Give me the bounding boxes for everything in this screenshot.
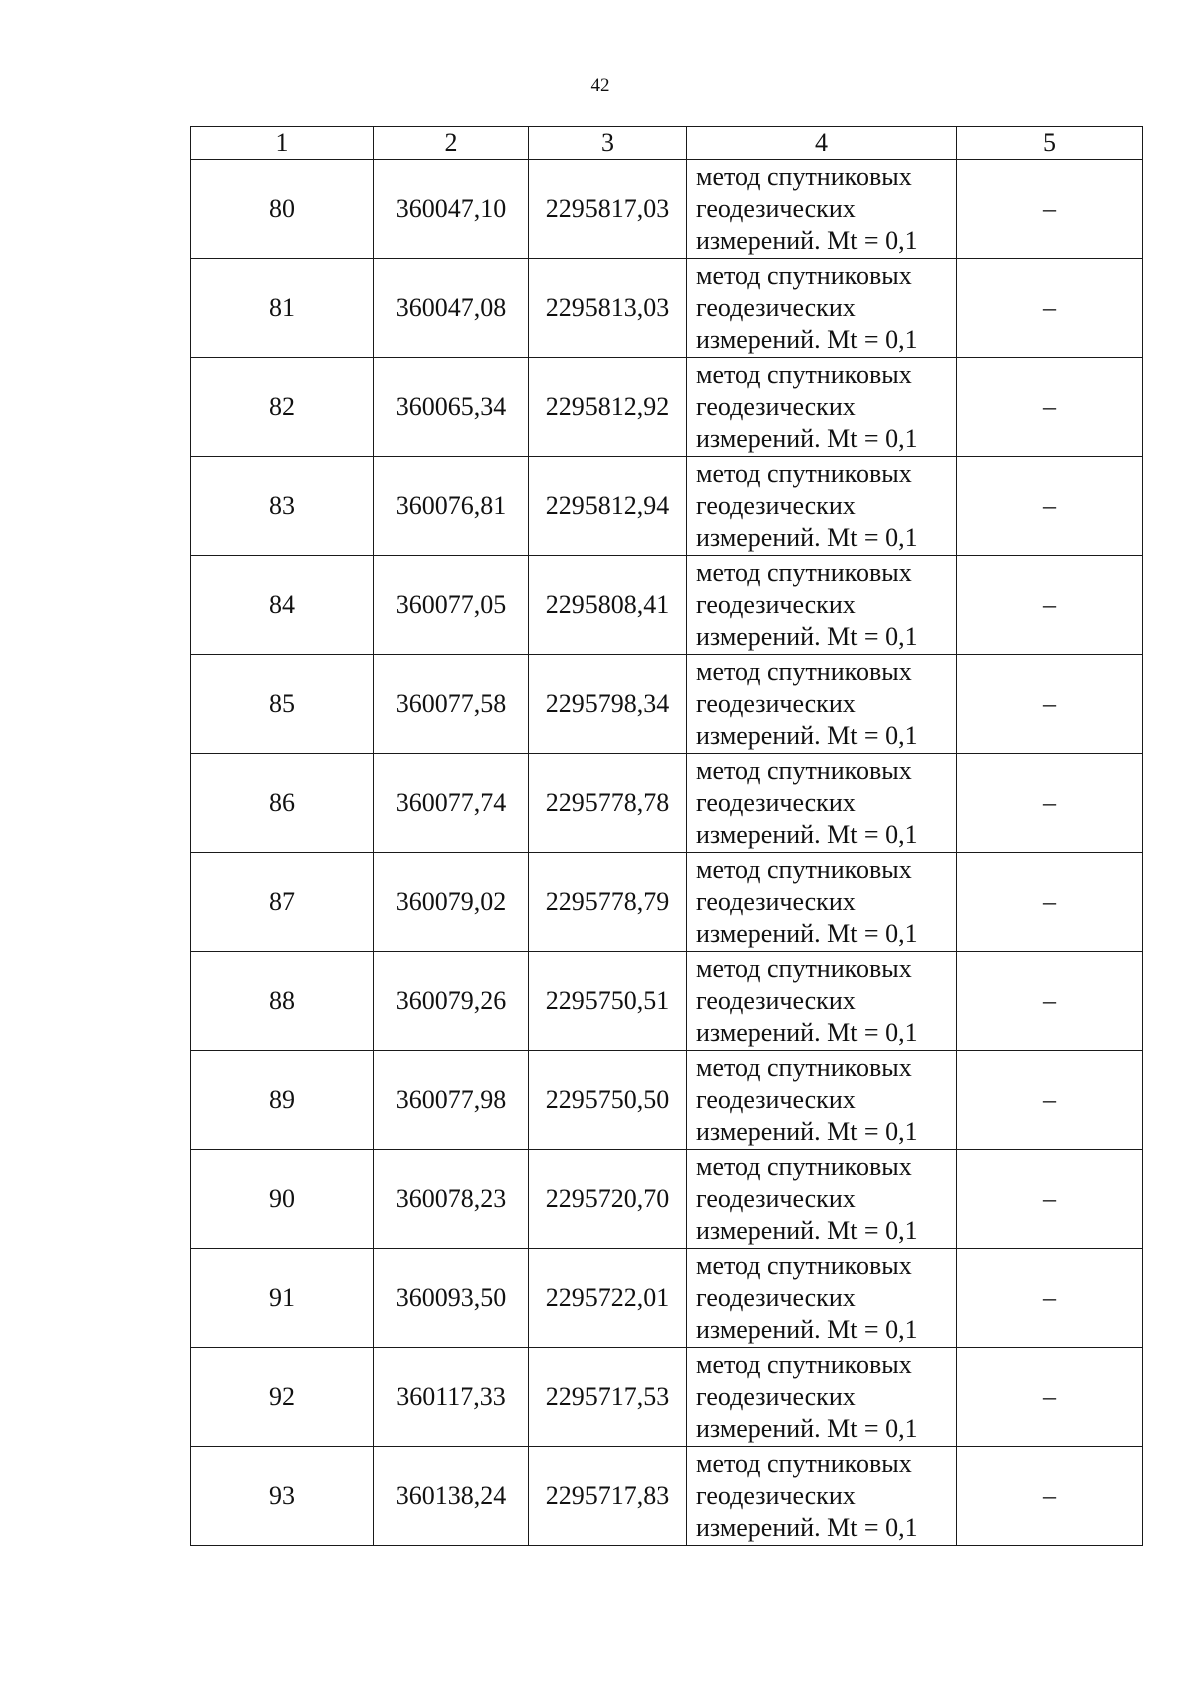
method-line: геодезических: [696, 194, 856, 223]
method-line: измерений. Mt = 0,1: [696, 1216, 918, 1245]
method-line: геодезических: [696, 1481, 856, 1510]
x-coordinate-cell: 360065,34: [374, 358, 529, 457]
table-row: [191, 259, 1143, 358]
method-cell: [687, 259, 957, 358]
method-line: геодезических: [696, 1184, 856, 1213]
column-header: 4: [687, 127, 957, 160]
table-row: [191, 358, 1143, 457]
point-number-cell: 92: [191, 1348, 374, 1447]
note-cell: –: [957, 754, 1143, 853]
y-coordinate-cell: 2295717,53: [529, 1348, 687, 1447]
method-line: измерений. Mt = 0,1: [696, 622, 918, 651]
method-line: измерений. Mt = 0,1: [696, 1117, 918, 1146]
point-number-cell: 84: [191, 556, 374, 655]
note-cell: –: [957, 952, 1143, 1051]
note-cell: –: [957, 1447, 1143, 1546]
method-cell: [687, 1348, 957, 1447]
y-coordinate-cell: 2295778,79: [529, 853, 687, 952]
note-cell: –: [957, 358, 1143, 457]
method-line: измерений. Mt = 0,1: [696, 919, 918, 948]
y-coordinate-cell: 2295720,70: [529, 1150, 687, 1249]
method-line: метод спутниковых: [696, 1449, 912, 1478]
y-coordinate-cell: 2295722,01: [529, 1249, 687, 1348]
note-cell: –: [957, 160, 1143, 259]
method-line: геодезических: [696, 1085, 856, 1114]
point-number-cell: 87: [191, 853, 374, 952]
x-coordinate-cell: 360047,10: [374, 160, 529, 259]
x-coordinate-cell: 360077,74: [374, 754, 529, 853]
y-coordinate-cell: 2295813,03: [529, 259, 687, 358]
method-line: метод спутниковых: [696, 459, 912, 488]
column-header: 2: [374, 127, 529, 160]
note-cell: –: [957, 1249, 1143, 1348]
note-cell: –: [957, 1150, 1143, 1249]
method-line: метод спутниковых: [696, 954, 912, 983]
point-number-cell: 91: [191, 1249, 374, 1348]
method-line: метод спутниковых: [696, 657, 912, 686]
point-number-cell: 93: [191, 1447, 374, 1546]
table-row: [191, 1249, 1143, 1348]
method-line: метод спутниковых: [696, 855, 912, 884]
method-line: измерений. Mt = 0,1: [696, 226, 918, 255]
method-line: метод спутниковых: [696, 1350, 912, 1379]
method-line: измерений. Mt = 0,1: [696, 325, 918, 354]
method-cell: [687, 1249, 957, 1348]
method-cell: [687, 754, 957, 853]
x-coordinate-cell: 360078,23: [374, 1150, 529, 1249]
x-coordinate-cell: 360076,81: [374, 457, 529, 556]
point-number-cell: 88: [191, 952, 374, 1051]
method-line: метод спутниковых: [696, 1053, 912, 1082]
table-row: [191, 1150, 1143, 1249]
method-line: метод спутниковых: [696, 261, 912, 290]
x-coordinate-cell: 360138,24: [374, 1447, 529, 1546]
method-line: метод спутниковых: [696, 1152, 912, 1181]
y-coordinate-cell: 2295808,41: [529, 556, 687, 655]
method-line: геодезических: [696, 986, 856, 1015]
x-coordinate-cell: 360077,58: [374, 655, 529, 754]
table-row: [191, 754, 1143, 853]
note-cell: –: [957, 457, 1143, 556]
y-coordinate-cell: 2295817,03: [529, 160, 687, 259]
point-number-cell: 89: [191, 1051, 374, 1150]
table-row: [191, 1051, 1143, 1150]
method-line: измерений. Mt = 0,1: [696, 523, 918, 552]
method-cell: [687, 853, 957, 952]
note-cell: –: [957, 853, 1143, 952]
table-row: [191, 1348, 1143, 1447]
table-row: [191, 457, 1143, 556]
method-line: геодезических: [696, 788, 856, 817]
method-line: геодезических: [696, 1283, 856, 1312]
x-coordinate-cell: 360047,08: [374, 259, 529, 358]
table-row: [191, 556, 1143, 655]
point-number-cell: 90: [191, 1150, 374, 1249]
method-line: геодезических: [696, 590, 856, 619]
method-cell: [687, 952, 957, 1051]
x-coordinate-cell: 360093,50: [374, 1249, 529, 1348]
method-line: геодезических: [696, 1382, 856, 1411]
note-cell: –: [957, 1348, 1143, 1447]
y-coordinate-cell: 2295750,51: [529, 952, 687, 1051]
note-cell: –: [957, 259, 1143, 358]
y-coordinate-cell: 2295798,34: [529, 655, 687, 754]
y-coordinate-cell: 2295750,50: [529, 1051, 687, 1150]
table-row: [191, 160, 1143, 259]
method-line: метод спутниковых: [696, 1251, 912, 1280]
method-cell: [687, 1447, 957, 1546]
method-line: геодезических: [696, 293, 856, 322]
y-coordinate-cell: 2295812,92: [529, 358, 687, 457]
method-cell: [687, 655, 957, 754]
note-cell: –: [957, 556, 1143, 655]
method-cell: [687, 1051, 957, 1150]
method-line: измерений. Mt = 0,1: [696, 424, 918, 453]
table-row: [191, 1447, 1143, 1546]
note-cell: –: [957, 1051, 1143, 1150]
y-coordinate-cell: 2295717,83: [529, 1447, 687, 1546]
column-header: 1: [191, 127, 374, 160]
point-number-cell: 82: [191, 358, 374, 457]
method-line: метод спутниковых: [696, 756, 912, 785]
method-line: измерений. Mt = 0,1: [696, 1414, 918, 1443]
x-coordinate-cell: 360077,05: [374, 556, 529, 655]
point-number-cell: 85: [191, 655, 374, 754]
point-number-cell: 83: [191, 457, 374, 556]
method-line: измерений. Mt = 0,1: [696, 721, 918, 750]
column-header: 5: [957, 127, 1143, 160]
method-cell: [687, 160, 957, 259]
x-coordinate-cell: 360077,98: [374, 1051, 529, 1150]
table-row: [191, 853, 1143, 952]
method-cell: [687, 556, 957, 655]
method-line: измерений. Mt = 0,1: [696, 1513, 918, 1542]
method-line: метод спутниковых: [696, 360, 912, 389]
note-cell: –: [957, 655, 1143, 754]
method-cell: [687, 457, 957, 556]
method-line: измерений. Mt = 0,1: [696, 1315, 918, 1344]
method-line: измерений. Mt = 0,1: [696, 820, 918, 849]
x-coordinate-cell: 360117,33: [374, 1348, 529, 1447]
method-line: геодезических: [696, 887, 856, 916]
method-cell: [687, 1150, 957, 1249]
point-number-cell: 81: [191, 259, 374, 358]
coordinates-table: [190, 126, 1143, 1546]
point-number-cell: 80: [191, 160, 374, 259]
method-line: измерений. Mt = 0,1: [696, 1018, 918, 1047]
table-body: [191, 160, 1143, 1546]
table-row: [191, 952, 1143, 1051]
method-line: геодезических: [696, 689, 856, 718]
y-coordinate-cell: 2295812,94: [529, 457, 687, 556]
y-coordinate-cell: 2295778,78: [529, 754, 687, 853]
method-line: метод спутниковых: [696, 558, 912, 587]
x-coordinate-cell: 360079,26: [374, 952, 529, 1051]
method-line: метод спутниковых: [696, 162, 912, 191]
table-header-row: [191, 127, 1143, 160]
method-cell: [687, 358, 957, 457]
page-number: 42: [590, 75, 610, 96]
column-header: 3: [529, 127, 687, 160]
table-row: [191, 655, 1143, 754]
point-number-cell: 86: [191, 754, 374, 853]
method-line: геодезических: [696, 491, 856, 520]
method-line: геодезических: [696, 392, 856, 421]
x-coordinate-cell: 360079,02: [374, 853, 529, 952]
